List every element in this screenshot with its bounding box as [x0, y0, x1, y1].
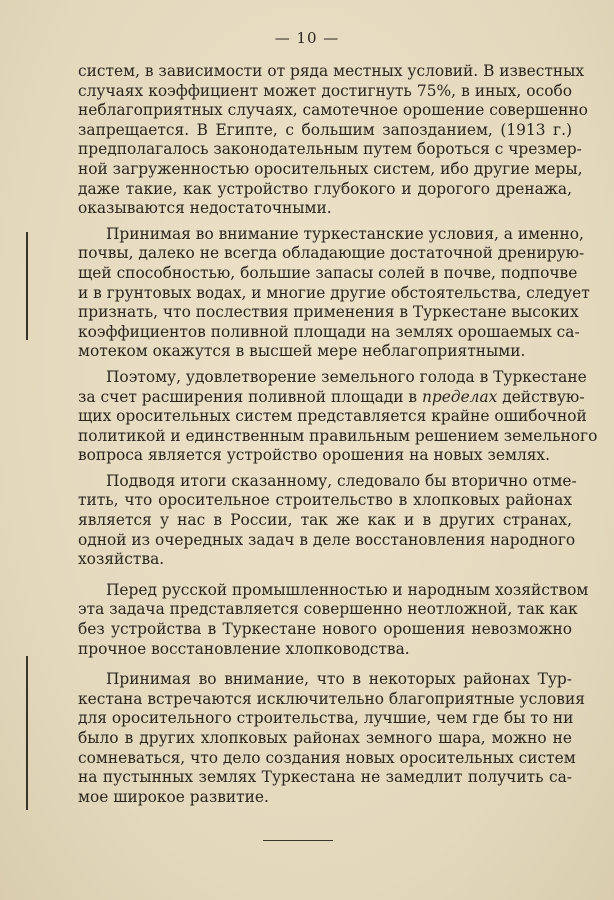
- text-line: случаях коэффициент может достигнуть 75%, в иных, особо: [78, 81, 572, 100]
- text-line: одной из очередных задач в деле восстановления народного: [78, 530, 576, 549]
- text-line: предполагалось законодательным путем бороться с чрезмер-: [78, 140, 582, 159]
- page-number: — 10 —: [274, 29, 340, 47]
- text-line: почвы, далеко не всегда обладающие достаточной дренирую-: [78, 244, 585, 263]
- text-line: хозяйства.: [78, 550, 165, 569]
- text-line: без устройства в Туркестане нового орошения невозможно: [78, 620, 572, 639]
- text-line: эта задача представляется совершенно неотложной, так как: [78, 600, 578, 619]
- margin-mark-lower: [26, 656, 28, 810]
- text-line: щей способностью, большие запасы солей в почве, подпочве: [78, 263, 578, 282]
- text-line: даже такие, как устройство глубокого и дорогого дренажа,: [78, 179, 572, 198]
- text-line: сомневаться, что дело создания новых оросительных систем: [78, 748, 576, 767]
- text-line: мотеком окажутся в высшей мере неблагоприятными.: [78, 342, 526, 361]
- margin-mark-upper: [26, 232, 28, 340]
- paragraph-4: [78, 471, 577, 570]
- text-line: вопроса является устройство орошения на новых землях.: [78, 446, 551, 465]
- text-line: является у нас в России, так же как и в других странах,: [78, 511, 572, 530]
- text-line: тить, что оросительное строительство в хлопковых районах: [78, 491, 572, 510]
- text-line: и в грунтовых водах, и многие другие обстоятельства, следует: [78, 283, 590, 302]
- text-fragment: действую-: [497, 387, 585, 406]
- text-line: ной загруженностью оросительных систем, ибо другие меры,: [78, 159, 583, 178]
- paragraph-1: [78, 62, 588, 219]
- text-line: для оросительного строительства, лучшие, чем где бы то ни: [78, 709, 574, 728]
- text-line: коэффициентов поливной площади на землях орошаемых са-: [78, 322, 580, 341]
- paragraph-6: [78, 670, 585, 807]
- text-line: Принимая во внимание туркестанские условия, а именно,: [106, 224, 584, 243]
- text-line: прочное восстановление хлопководства.: [78, 639, 410, 658]
- text-line: на пустынных землях Туркестана не замедлит получить са-: [78, 768, 572, 787]
- text-line: мое широкое развитие.: [78, 787, 269, 806]
- paragraph-5: [78, 580, 589, 659]
- text-line: Принимая во внимание, что в некоторых районах Тур-: [106, 670, 572, 689]
- text-line: Перед русской промышленностью и народным хозяйством: [106, 580, 589, 599]
- text-line: Поэтому, удовлетворение земельного голода в Туркестане: [106, 367, 587, 386]
- text-line: оказываются недостаточными.: [78, 199, 332, 218]
- text-line: было в других хлопковых районах земного шара, можно не: [78, 729, 572, 747]
- emphasized-word: пределах: [421, 387, 498, 406]
- text-line: кестана встречаются исключительно благоприятные условия: [78, 689, 585, 708]
- closing-rule: [263, 840, 333, 841]
- text-line: политикой и единственным правильным решением земельного: [78, 426, 598, 445]
- text-line: Подводя итоги сказанному, следовало бы вторично отме-: [106, 471, 577, 490]
- text-fragment: за счет расширения поливной площади в: [78, 387, 422, 406]
- text-line: запрещается. В Египте, с большим запозданием, (1913 г.): [78, 120, 572, 139]
- text-line: неблагоприятных случаях, самотечное орошение совершенно: [78, 101, 588, 120]
- text-line: [78, 387, 585, 408]
- text-line: признать, что послествия применения в Туркестане высоких: [78, 303, 579, 322]
- paragraph-2: [78, 224, 590, 362]
- text-line: щих оросительных систем представляется крайне ошибочной: [78, 407, 587, 426]
- paragraph-3: [78, 367, 598, 466]
- text-line: систем, в зависимости от ряда местных условий. В известных: [78, 62, 585, 80]
- body-text: [78, 62, 598, 807]
